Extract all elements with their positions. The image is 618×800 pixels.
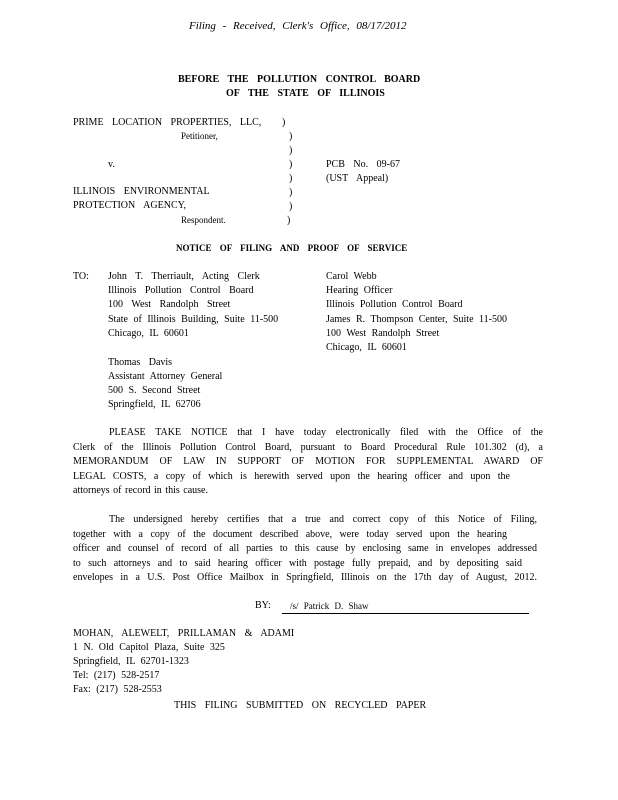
caption-paren: ) — [289, 131, 293, 142]
caption-paren: ) — [287, 215, 291, 226]
firm-name: MOHAN, ALEWELT, PRILLAMAN & ADAMI — [73, 628, 295, 639]
signature-line — [282, 613, 529, 614]
paragraph-line: to such attorneys and to said hearing officer with postage fully prepaid, and by depositing said — [73, 557, 522, 569]
paragraph-line: The undersigned hereby certifies that a true and correct copy of this Notice of Filing, — [109, 514, 537, 525]
caption-paren: ) — [289, 187, 293, 198]
address-line: State of Illinois Building, Suite 11-500 — [108, 314, 279, 325]
paragraph-line: PLEASE TAKE NOTICE that I have today electronically filed with the Office of the — [109, 427, 543, 438]
caption-paren: ) — [289, 201, 293, 212]
paragraph-line: LEGAL COSTS, a copy of which is herewith served upon the hearing officer and upon the — [73, 470, 510, 482]
caption-paren: ) — [289, 145, 293, 156]
firm-phone: Tel: (217) 528-2517 — [73, 670, 160, 681]
address-line: Illinois Pollution Control Board — [326, 299, 463, 310]
paragraph-line: officer and counsel of record of all parties to this cause by enclosing same in envelopes addressed — [73, 543, 537, 554]
case-type: (UST Appeal) — [326, 173, 389, 184]
address-line: James R. Thompson Center, Suite 11-500 — [326, 314, 507, 325]
recycled-paper-footer: THIS FILING SUBMITTED ON RECYCLED PAPER — [174, 700, 427, 711]
address-line: Hearing Officer — [326, 285, 393, 296]
respondent-label: Respondent. — [181, 215, 226, 225]
respondent-line2: PROTECTION AGENCY, — [73, 200, 187, 211]
by-label: BY: — [255, 600, 271, 611]
to-label: TO: — [73, 271, 89, 282]
versus-label: v. — [108, 159, 115, 170]
board-title-line1: BEFORE THE POLLUTION CONTROL BOARD — [178, 74, 421, 85]
caption-paren: ) — [282, 117, 286, 128]
address-line: Assistant Attorney General — [108, 371, 223, 382]
board-title-line2: OF THE STATE OF ILLINOIS — [226, 88, 385, 99]
caption-paren: ) — [289, 173, 293, 184]
paragraph-line: envelopes in a U.S. Post Office Mailbox in Springfield, Illinois on the 17th day of August, 2012. — [73, 572, 537, 583]
address-line: Springfield, IL 62706 — [108, 399, 201, 410]
address-line: Chicago, IL 60601 — [326, 342, 407, 353]
case-number: PCB No. 09-67 — [326, 159, 400, 170]
address-line: Thomas Davis — [108, 357, 173, 368]
address-line: 100 West Randolph Street — [326, 328, 440, 339]
caption-paren: ) — [289, 159, 293, 170]
address-line: John T. Therriault, Acting Clerk — [108, 271, 260, 282]
signer-name: /s/ Patrick D. Shaw — [290, 601, 369, 611]
firm-address: 1 N. Old Capitol Plaza, Suite 325 — [73, 642, 225, 653]
firm-fax: Fax: (217) 528-2553 — [73, 684, 162, 695]
notice-paragraph — [73, 426, 543, 499]
petitioner-name: PRIME LOCATION PROPERTIES, LLC, — [73, 117, 262, 128]
firm-city: Springfield, IL 62701-1323 — [73, 656, 189, 667]
paragraph-line: attorneys of record in this cause. — [73, 485, 208, 496]
paragraph-line: together with a copy of the document described above, were today served upon the hearing — [73, 528, 507, 540]
paragraph-line: MEMORANDUM OF LAW IN SUPPORT OF MOTION FOR SUPPLEMENTAL AWARD OF — [73, 456, 543, 467]
address-line: 100 West Randolph Street — [108, 299, 231, 310]
paragraph-line: Clerk of the Illinois Pollution Control Board, pursuant to Board Procedural Rule 101.302 (d), a — [73, 441, 543, 453]
notice-title: NOTICE OF FILING AND PROOF OF SERVICE — [176, 243, 408, 253]
certificate-paragraph — [73, 513, 537, 586]
petitioner-label: Petitioner, — [181, 131, 218, 141]
address-line: Chicago, IL 60601 — [108, 328, 189, 339]
address-line: Carol Webb — [326, 271, 377, 282]
address-line: 500 S. Second Street — [108, 385, 201, 396]
respondent-line1: ILLINOIS ENVIRONMENTAL — [73, 186, 210, 197]
address-line: Illinois Pollution Control Board — [108, 285, 254, 296]
filing-stamp-header: Filing - Received, Clerk's Office, 08/17/2012 — [189, 20, 407, 32]
